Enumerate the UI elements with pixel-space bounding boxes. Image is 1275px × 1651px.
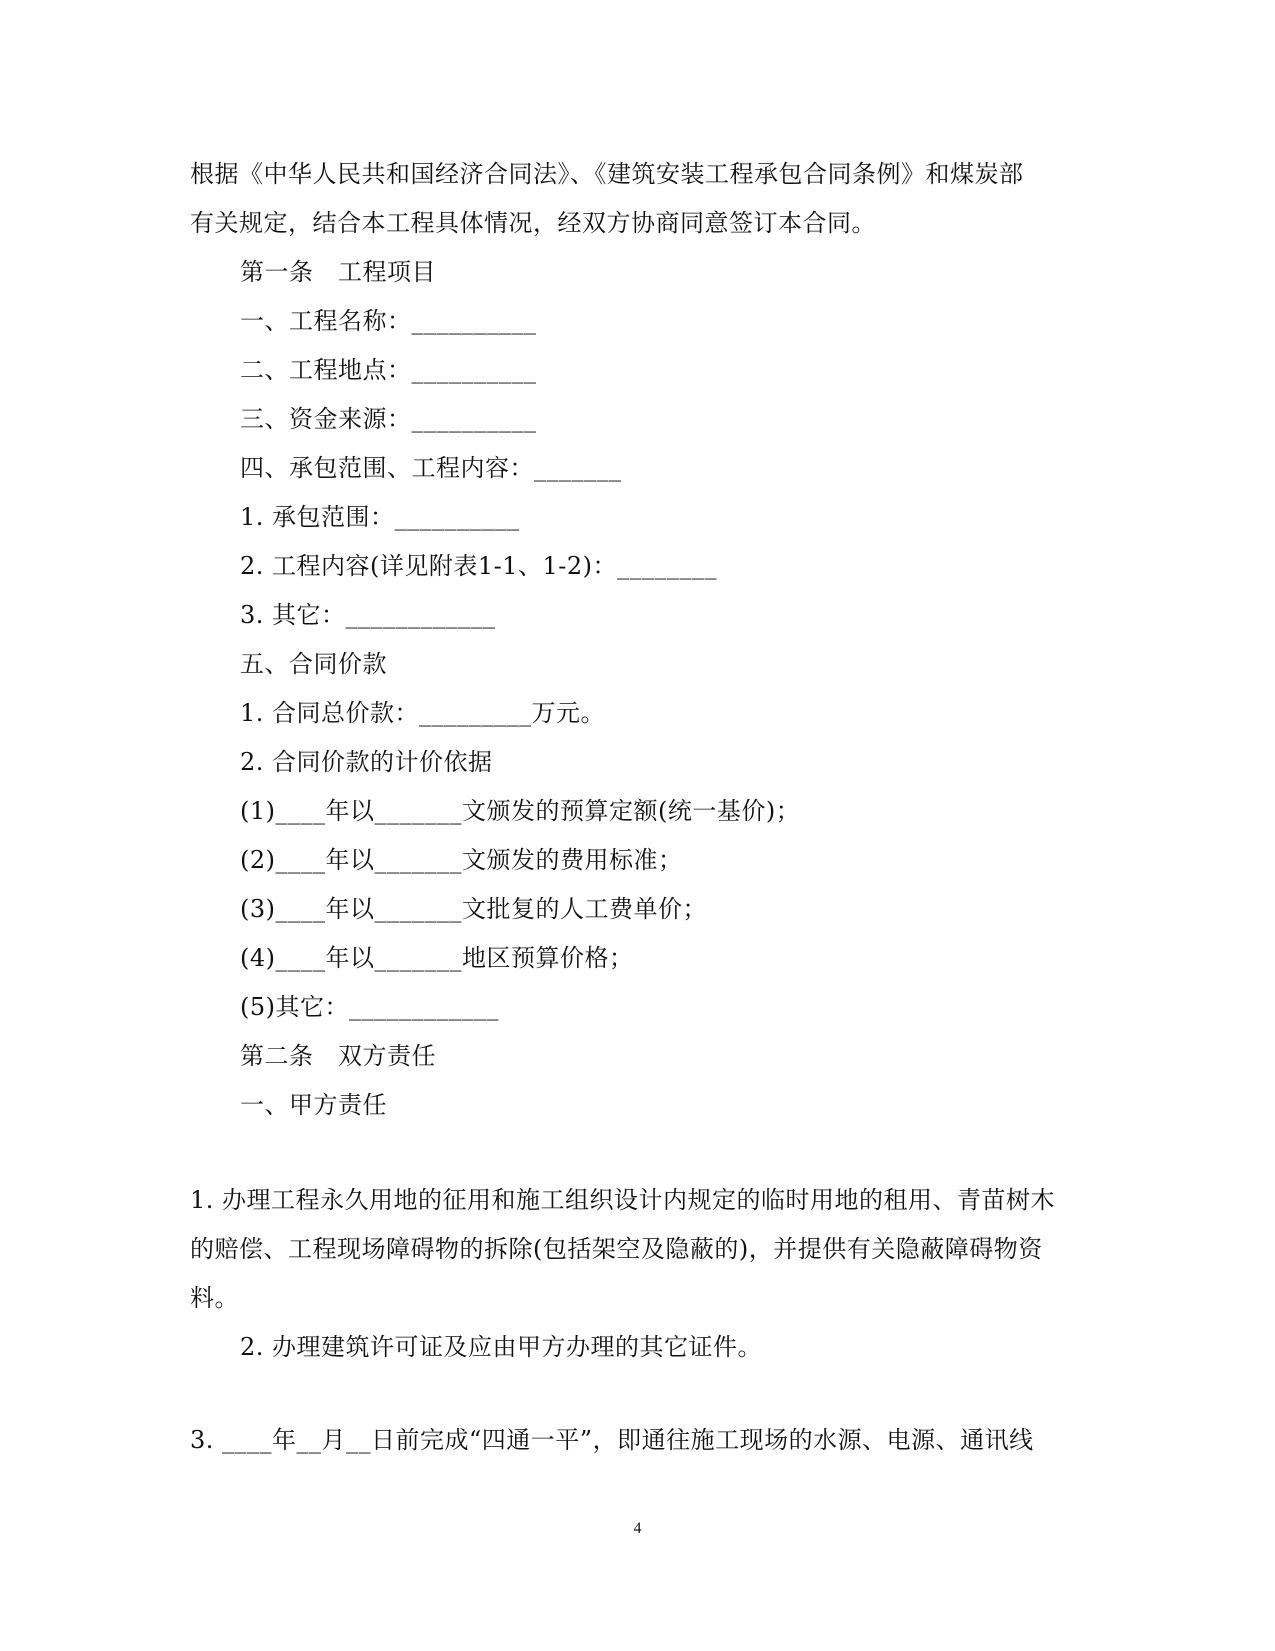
responsibility-1-line-3: 料。 bbox=[190, 1284, 239, 1312]
intro-line-1: 根据《中华人民共和国经济合同法》、《建筑安装工程承包合同条例》和煤炭部 bbox=[190, 160, 1024, 188]
pricing-basis-item-3: (3)____年以_______文批复的人工费单价； bbox=[240, 895, 707, 923]
total-price-line: 1. 合同总价款：_________万元。 bbox=[240, 699, 606, 727]
responsibility-1-line-1: 1. 办理工程永久用地的征用和施工组织设计内规定的临时用地的租用、青苗树木 bbox=[190, 1186, 1056, 1214]
responsibility-2-line: 2. 办理建筑许可证及应由甲方办理的其它证件。 bbox=[240, 1333, 763, 1361]
paragraph-gap bbox=[190, 1130, 1070, 1176]
funding-source-line: 三、资金来源：__________ bbox=[240, 405, 537, 433]
responsibility-1-line-2: 的赔偿、工程现场障碍物的拆除(包括架空及隐蔽的)，并提供有关隐蔽障碍物资 bbox=[190, 1235, 1043, 1263]
pricing-basis-item-5: (5)其它：____________ bbox=[240, 993, 499, 1021]
responsibility-3-line: 3. ____年__月__日前完成“四通一平”，即通往施工现场的水源、电源、通讯线 bbox=[190, 1426, 1034, 1454]
paragraph-gap-2 bbox=[190, 1372, 1070, 1416]
contract-price-heading: 五、合同价款 bbox=[240, 650, 387, 678]
scope-content-line: 四、承包范围、工程内容：_______ bbox=[240, 454, 622, 482]
page-number: 4 bbox=[633, 1520, 642, 1537]
intro-line-2: 有关规定，结合本工程具体情况，经双方协商同意签订本合同。 bbox=[190, 209, 876, 237]
pricing-basis-item-2: (2)____年以_______文颁发的费用标准； bbox=[240, 846, 683, 874]
content-line: 2. 工程内容(详见附表1-1、1-2)：________ bbox=[240, 552, 718, 580]
other-line: 3. 其它：____________ bbox=[240, 601, 496, 629]
article-2-heading: 第二条 双方责任 bbox=[240, 1042, 436, 1070]
scope-line: 1. 承包范围：__________ bbox=[240, 503, 520, 531]
project-location-line: 二、工程地点：__________ bbox=[240, 356, 537, 384]
article-1-heading: 第一条 工程项目 bbox=[240, 258, 436, 286]
project-name-line: 一、工程名称：__________ bbox=[240, 307, 537, 335]
pricing-basis-item-1: (1)____年以_______文颁发的预算定额(统一基价)； bbox=[240, 797, 801, 825]
document-body bbox=[190, 150, 1070, 1465]
pricing-basis-heading: 2. 合同价款的计价依据 bbox=[240, 748, 493, 776]
pricing-basis-item-4: (4)____年以_______地区预算价格； bbox=[240, 944, 634, 972]
party-a-responsibility-heading: 一、甲方责任 bbox=[240, 1091, 387, 1119]
